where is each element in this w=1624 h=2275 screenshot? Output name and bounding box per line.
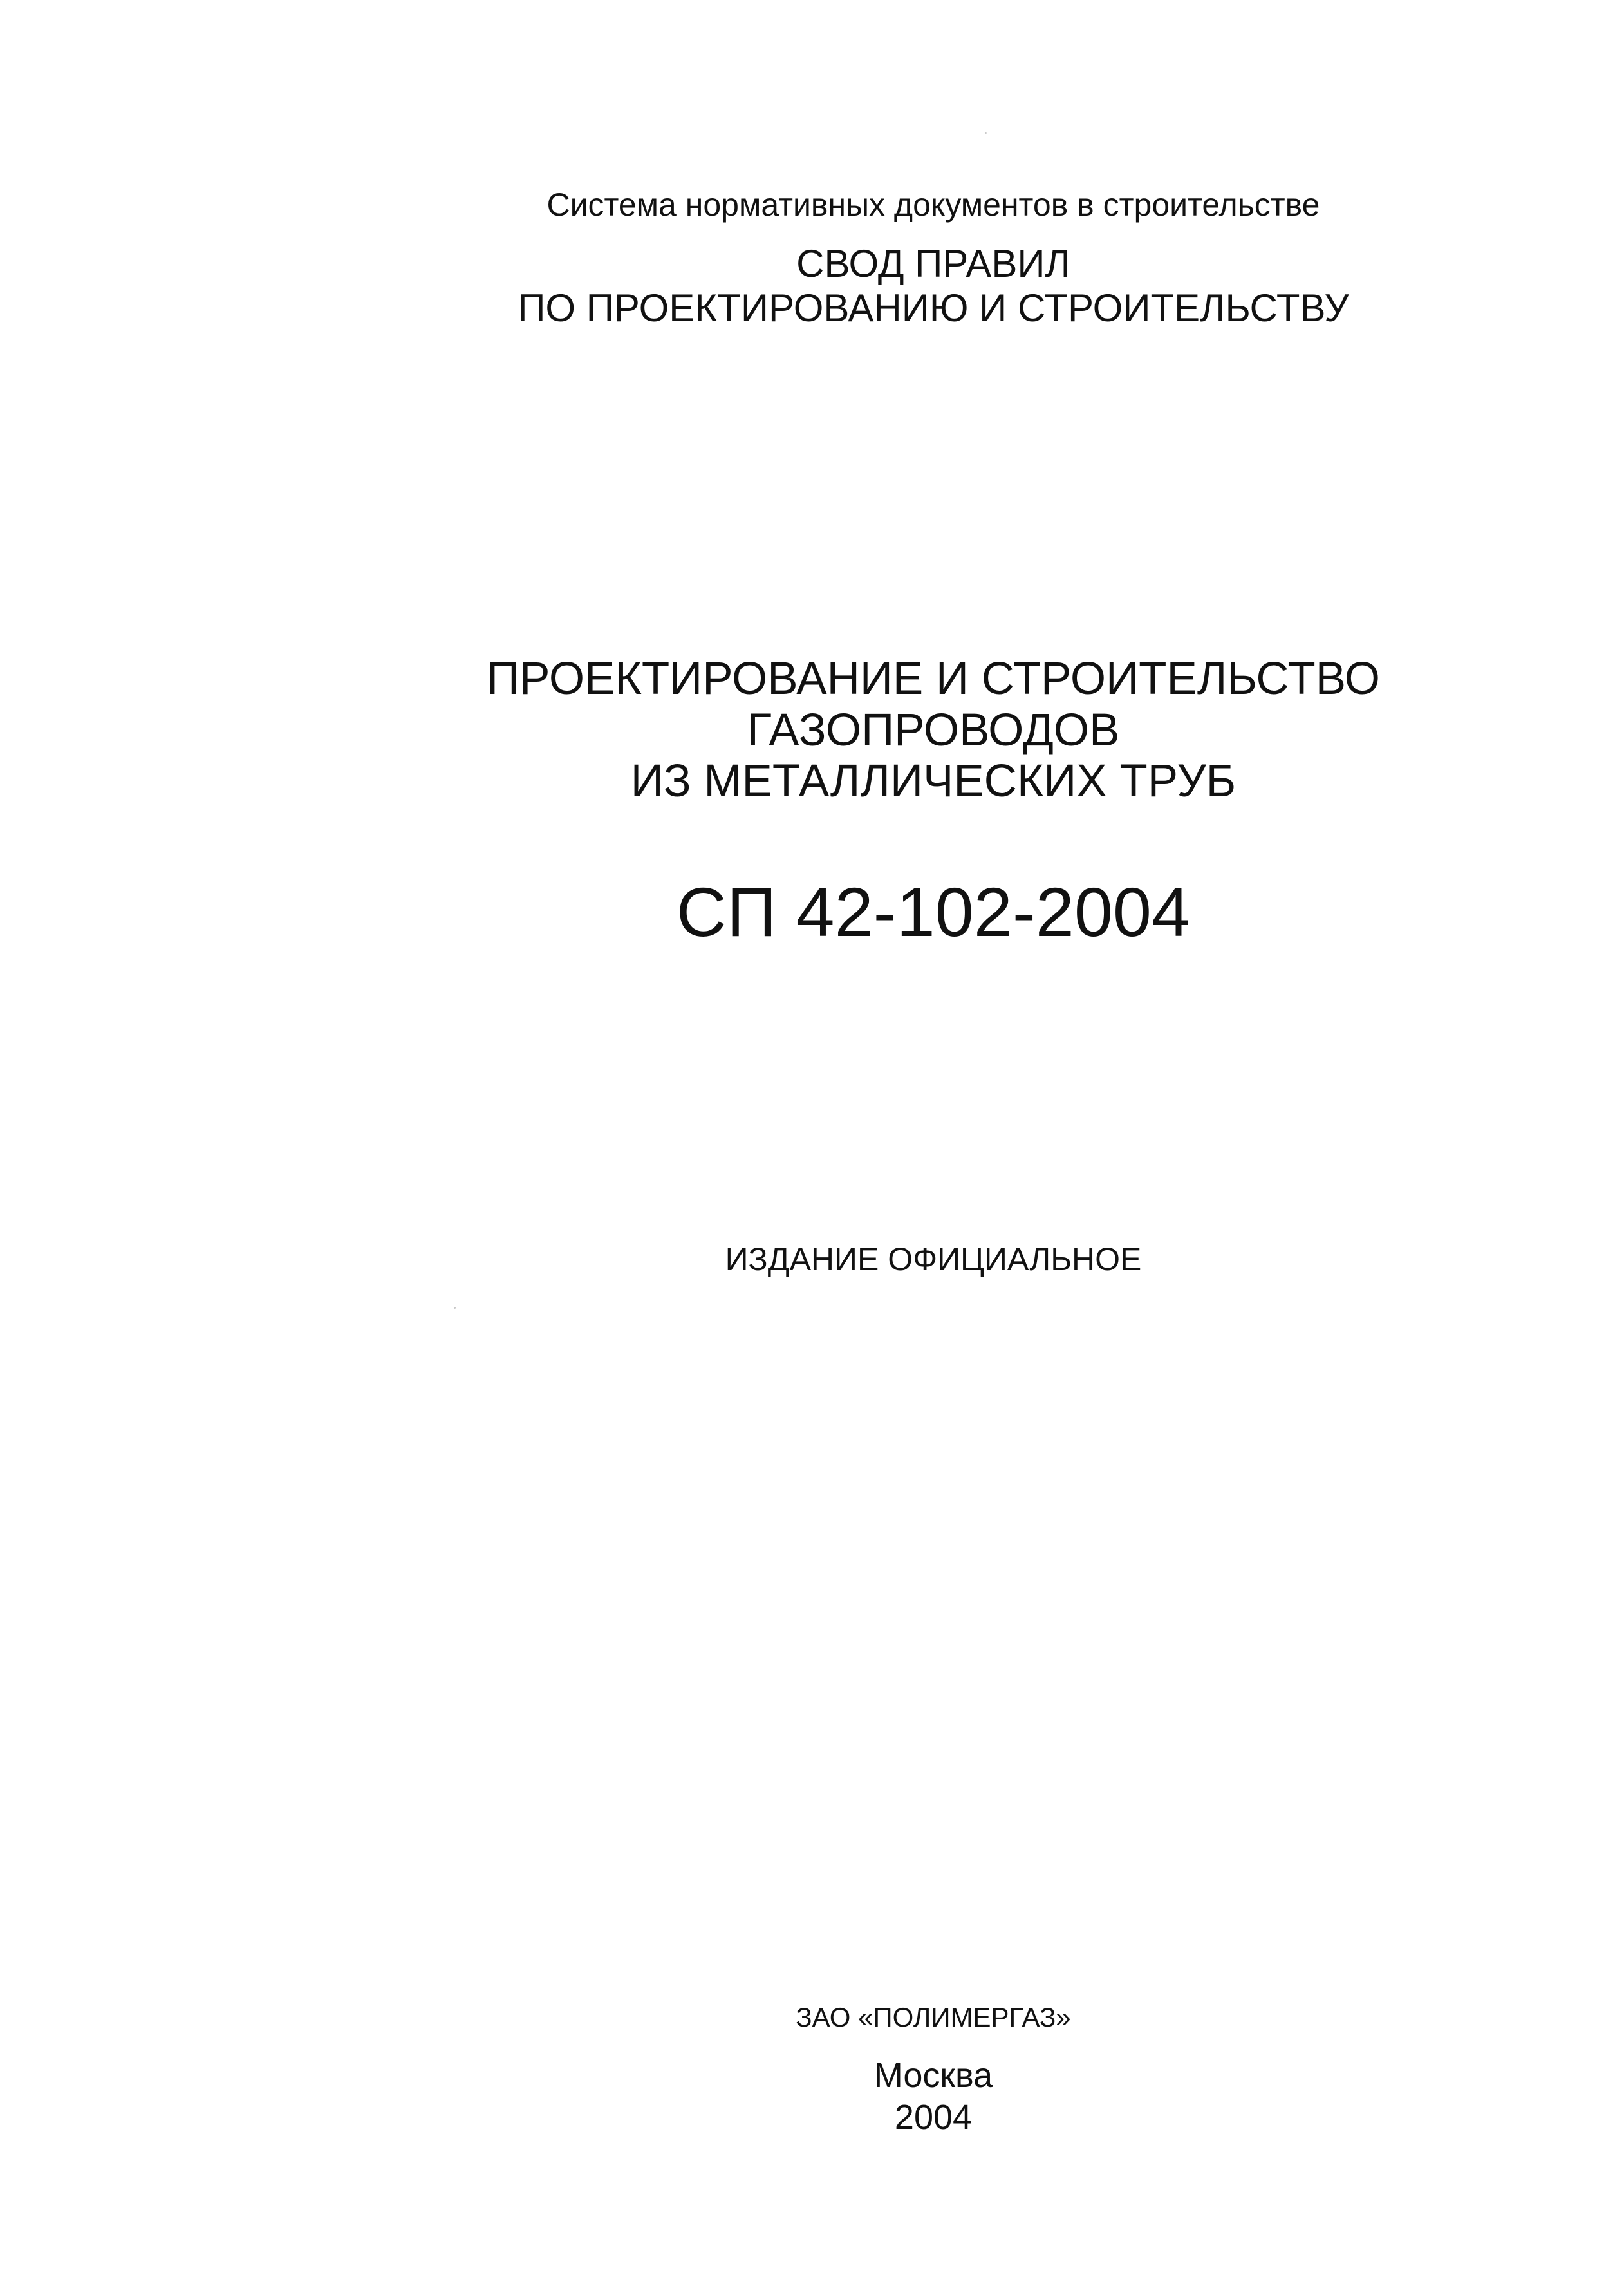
imprint-year: 2004 xyxy=(894,2097,973,2137)
code-of-rules-title xyxy=(476,241,1390,330)
publisher-name: ЗАО «ПОЛИМЕРГАЗ» xyxy=(796,2002,1071,2032)
edition-label: ИЗДАНИЕ ОФИЦИАЛЬНОЕ xyxy=(725,1241,1142,1277)
document-designation: СП 42-102-2004 xyxy=(676,873,1191,951)
imprint-city: Москва xyxy=(873,2056,993,2095)
code-title-line-2: ПО ПРОЕКТИРОВАНИЮ И СТРОИТЕЛЬСТВУ xyxy=(518,286,1349,330)
imprint xyxy=(476,2055,1390,2139)
document-title-line-2: ГАЗОПРОВОДОВ xyxy=(747,704,1120,756)
scan-speck xyxy=(454,1307,456,1309)
code-title-line-1: СВОД ПРАВИЛ xyxy=(796,242,1070,285)
document-series: Система нормативных документов в строительстве xyxy=(546,187,1320,223)
scan-speck xyxy=(985,132,987,134)
document-title-line-1: ПРОЕКТИРОВАНИЕ И СТРОИТЕЛЬСТВО xyxy=(487,653,1380,704)
document-title-line-3: ИЗ МЕТАЛЛИЧЕСКИХ ТРУБ xyxy=(630,756,1237,807)
document-title xyxy=(476,653,1390,807)
